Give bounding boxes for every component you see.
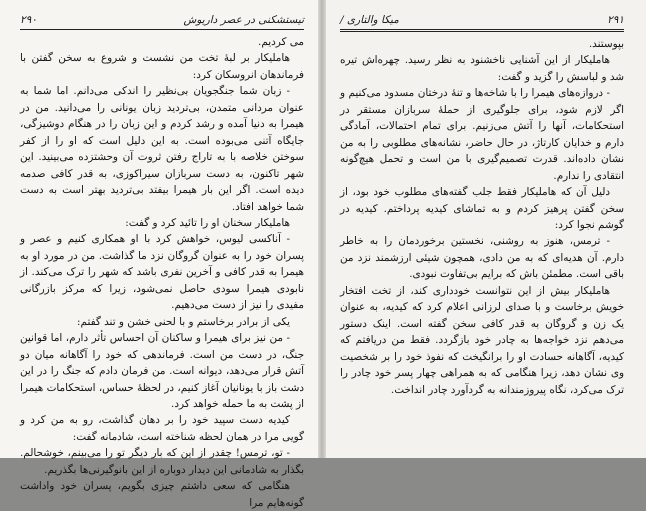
book-gutter xyxy=(318,0,326,458)
paragraph: هنگامی که سعی داشتم چیزی بگویم، پسران خود واداشت گونه‌هایم مرا xyxy=(20,480,304,509)
paragraph: هاملیکار بیش از این نتوانست خودداری کند، از تخت افتخار خویش برخاست و با صدای لرزانی اعلام کرد که کیدیه، به عنوان یک زن و گروگان به قدر کافی سخن گفته است. اینک دستور می‌دهم نزد خواجه‌ها به چادر خود بازگردد. فقط من دریافتم که کیدیه، آگاهانه حسادت او را برانگیخت که نفوذ خود را بر شخصیت وی نشان دهد، زیرا هنگامی که به همراهی چهار پسر خود چادر را ترک می‌کرد، نگاه پیروزمندانه به گردآورد چادر انداخت. xyxy=(340,284,624,396)
paragraph: بپوستند. xyxy=(588,38,624,50)
left-page-header xyxy=(20,12,304,28)
right-page xyxy=(326,0,646,458)
paragraph: دلیل آن که هاملیکار فقط جلب گفته‌های مطلوب خود بود، از سخن گفتن پرهیز کردم و به تماشای کیدیه پرداختم. کیدیه در گوشم نجوا کرد: xyxy=(340,186,624,231)
left-page xyxy=(0,0,318,509)
paragraph: - زبان شما جنگجویان بی‌نظیر را اندکی می‌دانم. اما شما به عنوان مردانی متمدن، بی‌تردید زبان یونانی را می‌دانید. من در هیمرا به دنیا آمده و رشد کردم و این زبان را در هنگام دوشیزگی، جایگاه آتنی می‌بوده است. به این دلیل است که او را از کفر سوختن خلاصه با به تاراج رفتن ثروت آن وحشتزده می‌بینید. این شهر تاکنون، به دست سربازان سیراکوزی، به قدر کافی صدمه دیده است. اگر این بار هیمرا بیفتد بی‌تردید بهتر است به دست شما خواهد افتاد. xyxy=(20,85,305,213)
paragraph: - دروازه‌های هیمرا را با شاخه‌ها و تنهٔ درختان مسدود می‌کنیم و اگر لازم شود، برای جلوگیری از حملهٔ سربازان مستقر در استحکامات، آنها را آتش می‌زنیم. برای تمام احتمالات، آمادگی دارم و خدایان کارتاژ، در حال حاضر، نشانه‌های مطلوبی را به من نشان داده‌اند. قدرت تصمیم‌گیری با من است و تحمل هیچ‌گونه انتقادی را ندارم. xyxy=(340,87,624,182)
left-header-rule xyxy=(20,29,304,30)
paragraph: - تو، ترمس! چقدر از این که بار دیگر تو را می‌بینم، خوشحالم. بگذار به شادمانی این دیدار دوباره از این بانوگیرنی‌ها بگذریم. xyxy=(20,447,304,476)
right-page-number: ۲۹۱ xyxy=(607,14,624,26)
paragraph: - من نیز برای هیمرا و ساکنان آن احساس تأثر دارم، اما قوانین جنگ، در دست من است. فرماندهی که خود را آگاهانه میان دو آتش قرار می‌دهد، دیوانه است. من فرمان دادم که جنگ را در این دشت باز با یونانیان آغاز کنیم، در لحظهٔ حساس، استحکامات هیمرا از پشت به ما حمله خواهد کرد. xyxy=(20,332,304,410)
right-page-header xyxy=(340,12,624,28)
right-page-text xyxy=(340,36,624,398)
paragraph: - ترمس، هنوز به روشنی، نخستین برخوردمان را به خاطر دارم. آن هدیه‌ای که به من دادی، همچون شیئی ارزشمند نزد من باقی است. مطمئن باش که برایم بی‌تفاوت نبودی. xyxy=(340,235,624,281)
paragraph: می کردیم. xyxy=(258,36,304,48)
left-running-title: تیستشکنی در عصر داریوش xyxy=(183,14,304,26)
right-header-rule xyxy=(340,29,624,32)
right-running-title: میکا والتاری / xyxy=(340,14,399,26)
paragraph: کیدیه دست سپید خود را بر دهان گذاشت، رو به من کرد و گویی مرا در همان لحظه شناخته است، شادمانه گفت: xyxy=(20,414,304,443)
paragraph: هاملیکار از این آشنایی ناخشنود به نظر رسید. چهره‌اش تیره شد و لباسش را گزید و گفت: xyxy=(340,54,624,83)
paragraph: یکی از برادر برخاستم و با لحنی خشن و تند گفتم: xyxy=(77,315,290,328)
left-page-number: ۲۹۰ xyxy=(20,14,37,26)
left-page-text xyxy=(20,34,304,511)
paragraph: هاملیکار بر لبهٔ تخت من نشست و شروع به سخن گفتن با فرماندهان انروسکان کرد: xyxy=(20,52,304,81)
paragraph: - آناکسی لیوس، خواهش کرد با او همکاری کنیم و عصر و پسران خود را به عنوان گروگان نزد ما گذاشت. من در مورد او به هیمرا به قدر کافی و آخرین نفری باشد که شهر را ترک می‌کند. از نابودی هیمرا سودی حاصل نمی‌شود، زیرا که مرکز بازرگانی مفیدی را نیز از دست می‌دهیم. xyxy=(20,233,304,312)
paragraph: هاملیکار سخنان او را تائید کرد و گفت: xyxy=(125,216,290,229)
